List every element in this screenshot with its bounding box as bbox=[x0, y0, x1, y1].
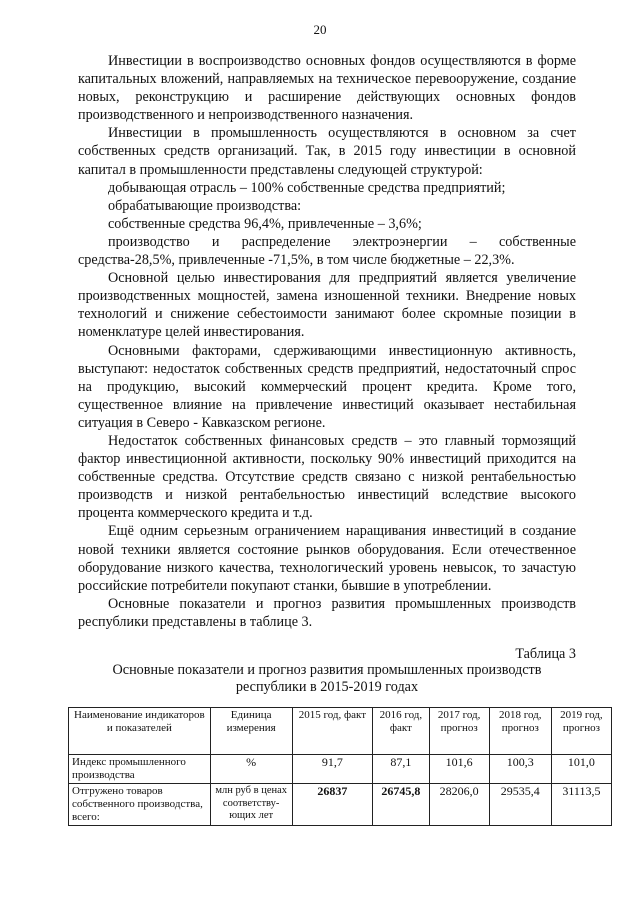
table-title: Основные показатели и прогноз развития промышленных производств республики в 2015-2019 годах bbox=[112, 662, 542, 695]
paragraph: Ещё одним серьезным ограничением наращивания инвестиций в создание новой техники является состояние рынков оборудования. Если отечественное оборудование низкого качества, технологический уровень невысок, то зачастую российские потребители покупают станки, бывшие в употреблении. bbox=[78, 523, 576, 594]
header-cell: 2019 год, прогноз bbox=[551, 708, 611, 755]
value-cell: 26745,8 bbox=[373, 784, 429, 826]
value-cell: 101,0 bbox=[551, 755, 611, 784]
paragraph: Недостаток собственных финансовых средств – это главный тормозящий фактор инвестиционной активности, поскольку 90% инвестиций приходится на собственные средства. Отсутствие средств связано с низкой рентабельностью производств и низкой рентабельностью инвестиций вследствие высокого процента коммерческого кредита и т.д. bbox=[78, 432, 576, 522]
paragraph: Инвестиции в промышленность осуществляются в основном за счет собственных средств организаций. Так, в 2015 году инвестиции в основной капитал в промышленности представлены следующей структурой: bbox=[78, 125, 576, 178]
value-cell: 101,6 bbox=[429, 755, 489, 784]
table-header-row bbox=[69, 708, 612, 755]
value-cell: 91,7 bbox=[292, 755, 373, 784]
paragraph: Инвестиции в воспроизводство основных фондов осуществляются в форме капитальных вложений, направляемых на техническое перевооружение, создание новых, реконструкцию и расширение действующих основных фондов производственного и непроизводственного назначения. bbox=[78, 53, 576, 124]
paragraph: Основные показатели и прогноз развития промышленных производств республики представлены в таблице 3. bbox=[78, 595, 576, 630]
paragraph: Основными факторами, сдерживающими инвестиционную активность, выступают: недостаток собственных средств предприятий, недостаточный спрос на продукцию, высокий коммерческий процент кредита. Кроме того, существенное влияние на привлечение инвестиций оказывает нестабильная ситуация в Северо - Кавказском регионе. bbox=[78, 342, 576, 431]
value-cell: 28206,0 bbox=[429, 784, 489, 826]
value-cell: 26837 bbox=[292, 784, 373, 826]
row-label: Индекс промышленного производства bbox=[69, 755, 211, 784]
table-label: Таблица 3 bbox=[515, 646, 576, 662]
page-number: 20 bbox=[313, 22, 327, 37]
header-cell: 2015 год, факт bbox=[292, 708, 373, 755]
structure-item: обрабатывающие производства: bbox=[108, 197, 302, 214]
paragraph: Основной целью инвестирования для предприятий является увеличение производственных мощностей, замена изношенной техники. Внедрение новых технологий и снижение себестоимости занимают более скромные позиции в номенклатуре целей инвестирования. bbox=[78, 270, 576, 341]
header-cell: 2016 год, факт bbox=[373, 708, 429, 755]
header-cell: Единица измерения bbox=[210, 708, 292, 755]
value-cell: 29535,4 bbox=[489, 784, 551, 826]
structure-item: производство и распределение электроэнергии – собственные средства-28,5%, привлеченные -71,5%, в том числе бюджетные – 22,3%. bbox=[78, 233, 576, 269]
table-row bbox=[69, 784, 612, 826]
indicators-table bbox=[68, 707, 612, 826]
value-cell: 31113,5 bbox=[551, 784, 611, 826]
value-cell: 87,1 bbox=[373, 755, 429, 784]
structure-item: добывающая отрасль – 100% собственные средства предприятий; bbox=[108, 179, 506, 196]
value-cell: 100,3 bbox=[489, 755, 551, 784]
structure-item: собственные средства 96,4%, привлеченные – 3,6%; bbox=[108, 215, 422, 232]
document-body bbox=[78, 52, 576, 631]
header-cell: 2017 год, прогноз bbox=[429, 708, 489, 755]
header-cell: 2018 год, прогноз bbox=[489, 708, 551, 755]
row-label: Отгружено товаров собственного производства, всего: bbox=[69, 784, 211, 826]
unit-cell: % bbox=[210, 755, 292, 784]
table-row bbox=[69, 755, 612, 784]
unit-cell: млн руб в ценах соответству-ющих лет bbox=[210, 784, 292, 826]
header-cell: Наименование индикаторов и показателей bbox=[69, 708, 211, 755]
